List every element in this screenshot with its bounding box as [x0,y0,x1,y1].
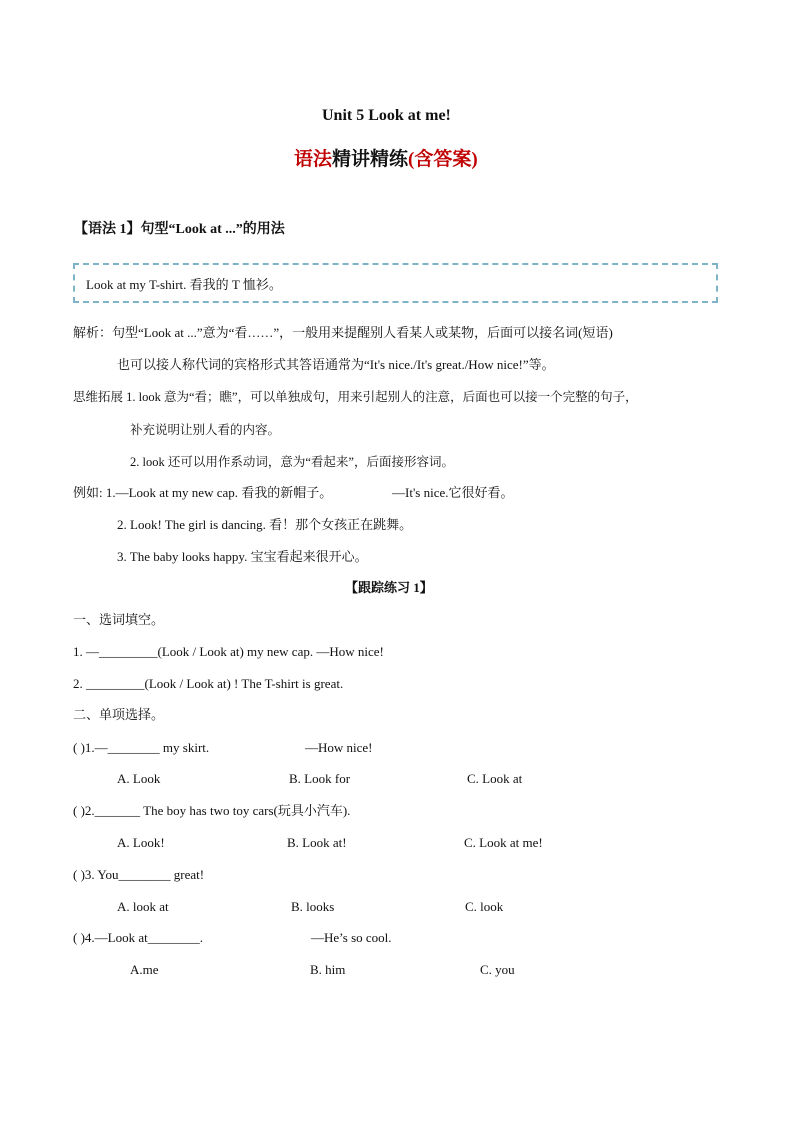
section2-heading: 二、单项选择。 [73,707,165,722]
mc-q4-option-b: B. him [310,962,346,977]
mc-q3-option-a: A. look at [117,899,169,914]
mc-q4-option-c: C. you [480,962,515,977]
mc-q1-option-a: A. Look [117,771,161,786]
analysis-line-2: 也可以接人称代词的宾格形式其答语通常为“It's nice./It's great./How nice!”等。 [117,357,555,372]
mc-question-2: ( )2._______ The boy has two toy cars(玩具小汽车). [73,803,351,818]
example-1b: —It's nice.它很好看。 [392,485,514,500]
example-1a: 例如: 1.—Look at my new cap. 看我的新帽子。 [73,485,333,500]
mc-q1-option-b: B. Look for [289,771,351,786]
extension-line-2: 补充说明让别人看的内容。 [130,423,281,437]
mc-question-3: ( )3. You________ great! [73,867,205,882]
mc-q3-option-b: B. looks [291,899,335,914]
extension-line-1: 思维拓展 1. look 意为“看；瞧”，可以单独成句，用来引起别人的注意，后面也可以接一个完整的句子， [73,390,638,404]
fill-question-1: 1. —_________(Look / Look at) my new cap. —How nice! [73,644,384,659]
mc-q2-option-c: C. Look at me! [464,835,543,850]
extension-line-3: 2. look 还可以用作系动词，意为“看起来”，后面接形容词。 [130,455,454,469]
practice-heading: 【跟踪练习 1】 [345,580,433,595]
page-title: Unit 5 Look at me! [322,107,451,124]
example-3: 3. The baby looks happy. 宝宝看起来很开心。 [117,549,368,564]
example-2: 2. Look! The girl is dancing. 看！那个女孩正在跳舞。 [117,517,413,532]
fill-question-2: 2. _________(Look / Look at) ! The T-shirt is great. [73,676,344,691]
subtitle-lecture: 精讲精练 [332,149,409,170]
mc-q3-option-c: C. look [465,899,504,914]
grammar-heading: 【语法 1】句型“Look at ...”的用法 [74,222,285,237]
example-box-text: Look at my T-shirt. 看我的 T 恤衫。 [86,277,282,292]
mc-question-1-reply: —How nice! [305,740,373,755]
section1-heading: 一、选词填空。 [73,612,165,627]
mc-q2-option-b: B. Look at! [287,835,347,850]
subtitle-answers: (含答案) [408,149,478,170]
mc-q2-option-a: A. Look! [117,835,165,850]
mc-q4-option-a: A.me [130,962,159,977]
analysis-line-1: 解析：句型“Look at ...”意为“看……”，一般用来提醒别人看某人或某物，后面可以接名词(短语) [73,325,613,340]
page-subtitle [294,149,478,171]
mc-question-4-reply: —He’s so cool. [311,930,392,945]
mc-question-1: ( )1.—________ my skirt. [73,740,210,755]
subtitle-grammar: 语法 [294,149,333,170]
mc-question-4: ( )4.—Look at________. [73,930,203,945]
mc-q1-option-c: C. Look at [467,771,523,786]
